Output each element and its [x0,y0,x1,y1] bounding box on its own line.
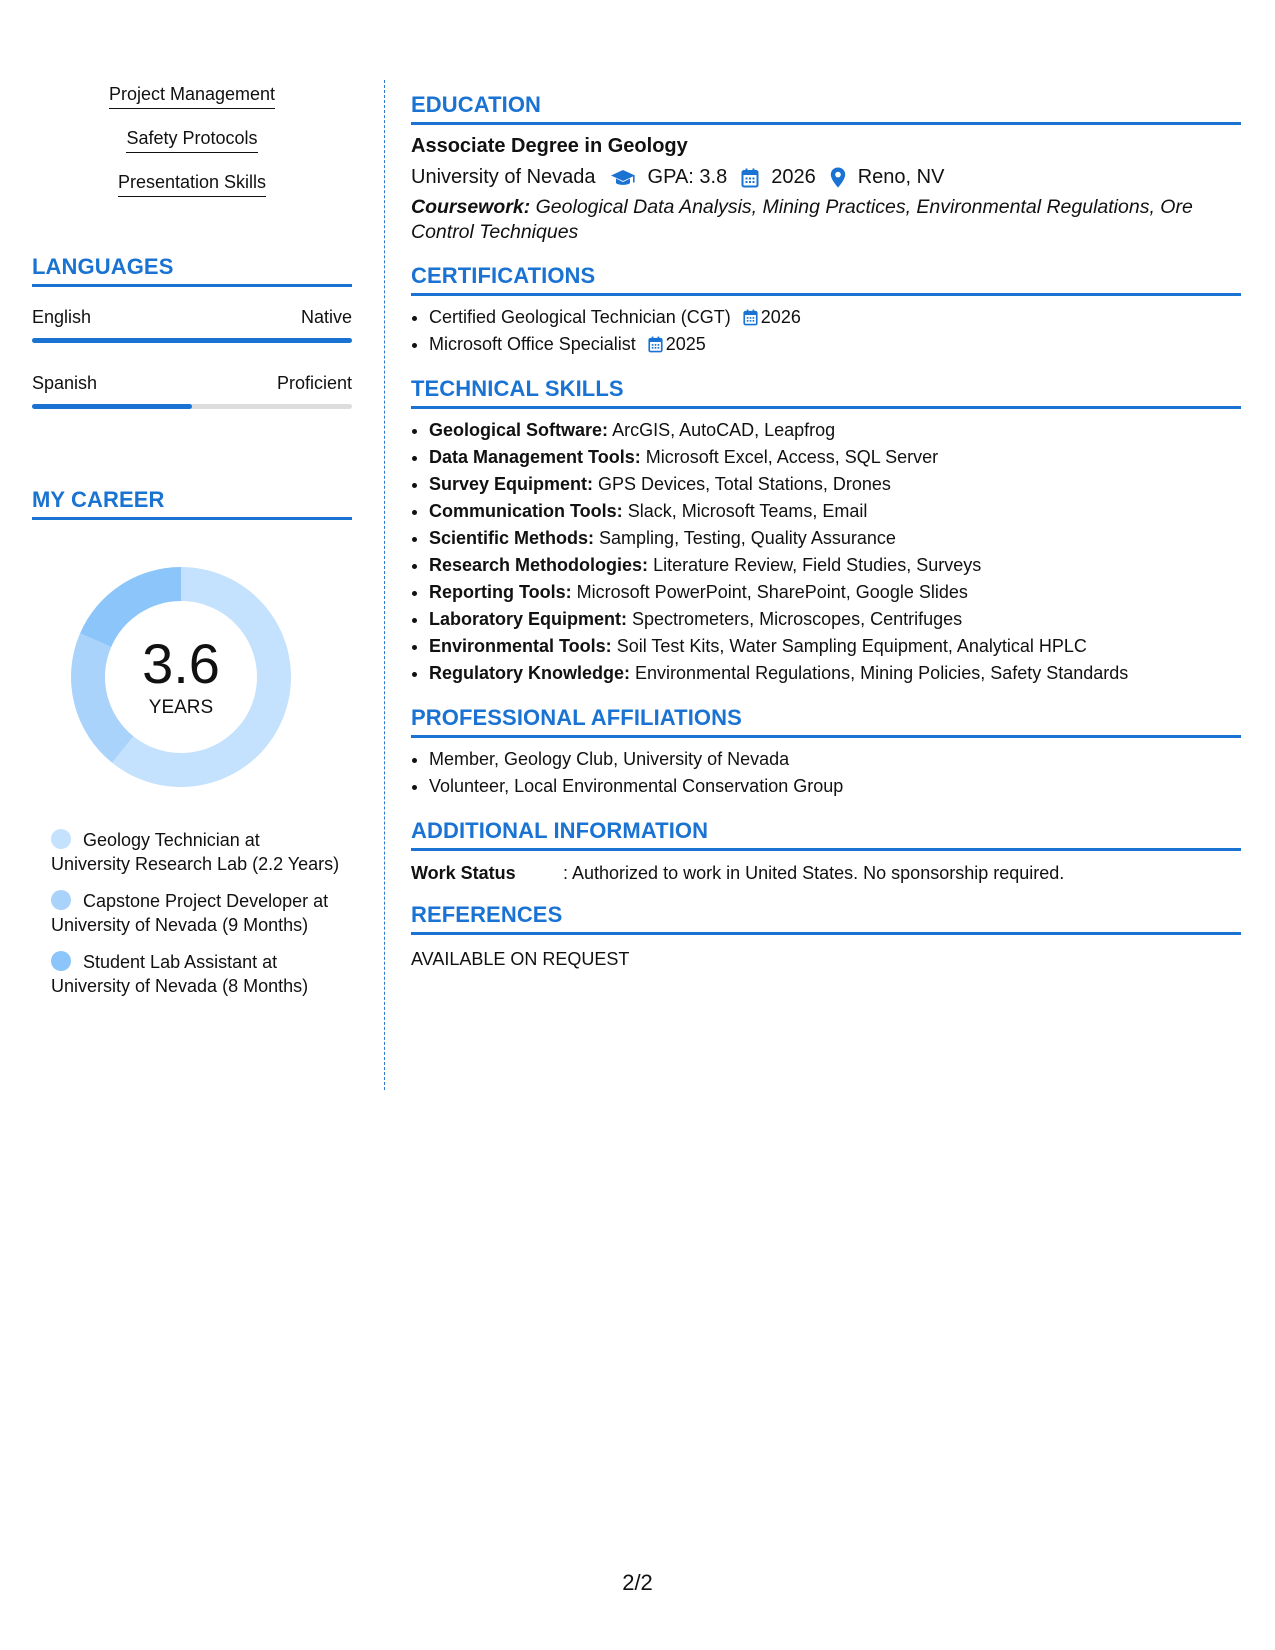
language-level: Proficient [276,373,352,393]
language-bar-fill [32,338,352,343]
skill-value: Slack, Microsoft Teams, Email [627,501,868,521]
skill-item: Presentation Skills [118,172,266,197]
career-legend-label: Geology Technician at University Research Lab (2.2 Years) [51,830,340,874]
language-name: English [32,307,92,327]
language-bar-fill [32,404,192,409]
main-content [411,92,1241,970]
calendar-icon [741,168,759,188]
skill-value: Sampling, Testing, Quality Assurance [599,528,896,548]
skill-item: Project Management [109,84,275,109]
references-text: AVAILABLE ON REQUEST [411,949,630,969]
language-name: Spanish [32,373,98,393]
skill-value: Microsoft Excel, Access, SQL Server [645,447,939,467]
skill-row [429,444,1241,471]
skill-label: Regulatory Knowledge: [429,663,631,683]
gpa: GPA: 3.8 [647,166,728,188]
language-bar [32,338,352,343]
language-item [32,373,352,409]
work-status-row [411,863,1241,884]
affiliations-list [411,746,1241,800]
donut-center [66,562,296,792]
language-bar [32,404,352,409]
skill-row [429,633,1241,660]
career-legend-label: Student Lab Assistant at University of Nevada (8 Months) [51,952,309,996]
certification-name: Microsoft Office Specialist [429,334,636,354]
skill-value: Spectrometers, Microscopes, Centrifuges [632,609,963,629]
affiliations-title: PROFESSIONAL AFFILIATIONS [411,705,1241,738]
language-level: Native [300,307,352,327]
certification-item [429,304,1241,331]
location: Reno, NV [857,166,945,188]
calendar-icon [648,336,663,353]
sidebar [32,84,352,1011]
languages-title: LANGUAGES [32,254,352,287]
certification-year: 2026 [760,307,801,327]
references-section [411,902,1241,970]
education-details [411,166,1241,189]
career-donut [66,562,296,792]
skill-value: Literature Review, Field Studies, Surveys [653,555,982,575]
skill-item: Safety Protocols [126,128,257,153]
affiliations-section [411,705,1241,800]
skill-row [429,498,1241,525]
skill-value: GPS Devices, Total Stations, Drones [598,474,891,494]
skill-value: Soil Test Kits, Water Sampling Equipment, Analytical HPLC [616,636,1087,656]
career-legend-item [51,889,341,937]
legend-dot [51,890,71,910]
skill-label: Geological Software: [429,420,609,440]
skill-row [429,552,1241,579]
skill-label: Data Management Tools: [429,447,641,467]
career-legend [51,828,341,998]
graduation-year: 2026 [771,166,816,188]
skill-label: Reporting Tools: [429,582,572,602]
skill-label: Communication Tools: [429,501,623,521]
coursework [411,195,1241,245]
education-section [411,92,1241,245]
legend-dot [51,829,71,849]
career-section [32,487,352,998]
affiliation-item: • Member, Geology Club, University of Nevada [429,746,1241,773]
page-number: 2/2 [622,1570,653,1595]
skill-label: Research Methodologies: [429,555,649,575]
skills-list [32,84,352,216]
languages-section [32,254,352,409]
skill-row [429,525,1241,552]
career-total-unit: YEARS [148,697,214,718]
coursework-text: Geological Data Analysis, Mining Practices, Environmental Regulations, Ore Control Techniques [411,196,1193,243]
technical-skills-title: TECHNICAL SKILLS [411,376,1241,409]
legend-dot [51,951,71,971]
references-title: REFERENCES [411,902,1241,935]
skill-row [429,417,1241,444]
skill-value: Environmental Regulations, Mining Policies, Safety Standards [635,663,1129,683]
calendar-icon [743,309,758,326]
skill-value: ArcGIS, AutoCAD, Leapfrog [612,420,836,440]
certifications-list [411,304,1241,358]
language-item [32,307,352,343]
work-status-value: : Authorized to work in United States. No sponsorship required. [563,863,1065,883]
school-name: University of Nevada [411,166,596,188]
skill-value: Microsoft PowerPoint, SharePoint, Google Slides [576,582,968,602]
certification-item [429,331,1241,358]
graduation-cap-icon [610,168,636,188]
certifications-section [411,263,1241,358]
skill-label: Laboratory Equipment: [429,609,628,629]
skill-label: Scientific Methods: [429,528,595,548]
skill-label: Environmental Tools: [429,636,612,656]
career-legend-label: Capstone Project Developer at University of Nevada (9 Months) [51,891,329,935]
affiliation-item: • Volunteer, Local Environmental Conservation Group [429,773,1241,800]
work-status-label: Work Status [411,863,516,883]
career-total-years: 3.6 [142,632,220,695]
column-divider [384,80,385,1090]
technical-skills-list [411,417,1241,687]
technical-skills-section [411,376,1241,687]
skill-row [429,606,1241,633]
skill-row [429,579,1241,606]
map-pin-icon [830,167,846,188]
additional-info-section [411,818,1241,884]
additional-info-title: ADDITIONAL INFORMATION [411,818,1241,851]
certifications-title: CERTIFICATIONS [411,263,1241,296]
skill-row [429,660,1241,687]
certification-year: 2025 [665,334,706,354]
certification-name: Certified Geological Technician (CGT) [429,307,731,327]
career-legend-item [51,950,341,998]
skill-label: Survey Equipment: [429,474,594,494]
coursework-label: Coursework: [411,196,531,218]
career-legend-item [51,828,341,876]
education-title: EDUCATION [411,92,1241,125]
career-title: MY CAREER [32,487,352,520]
skill-row [429,471,1241,498]
degree-title: Associate Degree in Geology [411,135,688,157]
